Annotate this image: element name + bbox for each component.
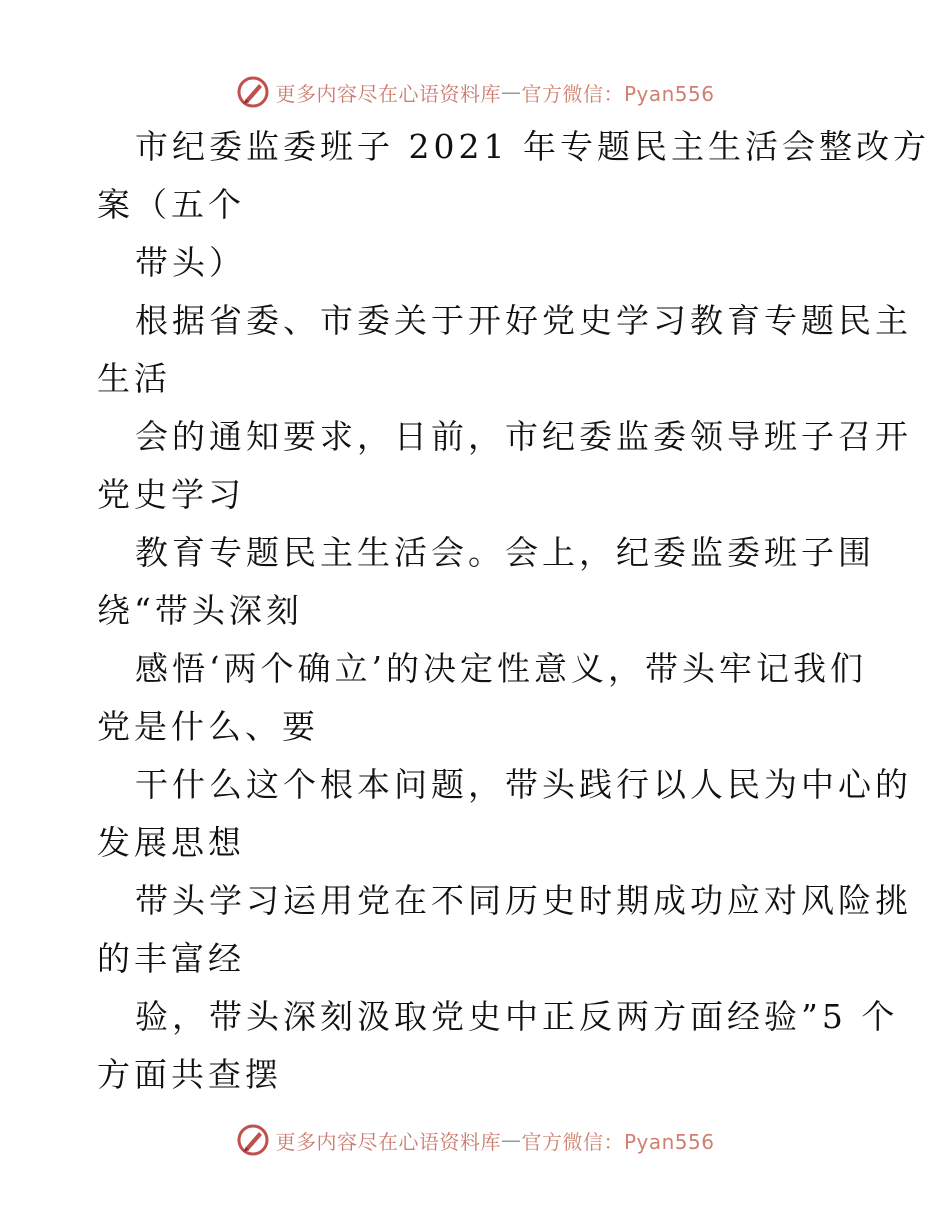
paragraph-line: 的丰富经 xyxy=(97,939,245,978)
paragraph-line: 干什么这个根本问题，带头践行以人民为中心的 xyxy=(135,765,912,804)
paragraph-line: 绕“带头深刻 xyxy=(97,591,303,630)
document-title-line-2: 案（五个 xyxy=(97,185,245,224)
watermark-dash: — xyxy=(500,1128,522,1152)
paragraph-line: 验，带头深刻汲取党史中正反两方面经验”5 个 xyxy=(135,997,899,1036)
header-watermark xyxy=(0,72,950,112)
pen-logo-icon xyxy=(235,1122,271,1158)
paragraph-line: 根据省委、市委关于开好党史学习教育专题民主 xyxy=(135,301,912,340)
document-body xyxy=(97,118,930,1104)
document-title-line-3: 带头） xyxy=(135,243,246,282)
paragraph-line: 生活 xyxy=(97,359,171,398)
watermark-text: 更多内容尽在心语资料库 xyxy=(275,1129,501,1154)
footer-watermark xyxy=(0,1120,950,1160)
paragraph-line: 带头学习运用党在不同历史时期成功应对风险挑 xyxy=(135,881,912,920)
paragraph-line: 会的通知要求，日前，市纪委监委领导班子召开 xyxy=(135,417,912,456)
watermark-contact: 官方微信：Pyan556 xyxy=(521,1129,715,1154)
paragraph-line: 方面共查摆 xyxy=(97,1055,282,1094)
paragraph-line: 教育专题民主生活会。会上，纪委监委班子围 xyxy=(135,533,875,572)
paragraph-line: 感悟‘两个确立’的决定性意义，带头牢记我们 xyxy=(135,649,867,688)
watermark-dash: — xyxy=(500,80,522,104)
paragraph-line: 发展思想 xyxy=(97,823,245,862)
watermark-contact: 官方微信：Pyan556 xyxy=(521,81,715,106)
paragraph-line: 党史学习 xyxy=(97,475,245,514)
document-title-line-1: 市纪委监委班子 2021 年专题民主生活会整改方 xyxy=(135,127,930,166)
paragraph-line: 党是什么、要 xyxy=(97,707,319,746)
pen-logo-icon xyxy=(235,74,271,110)
watermark-text: 更多内容尽在心语资料库 xyxy=(275,81,501,106)
